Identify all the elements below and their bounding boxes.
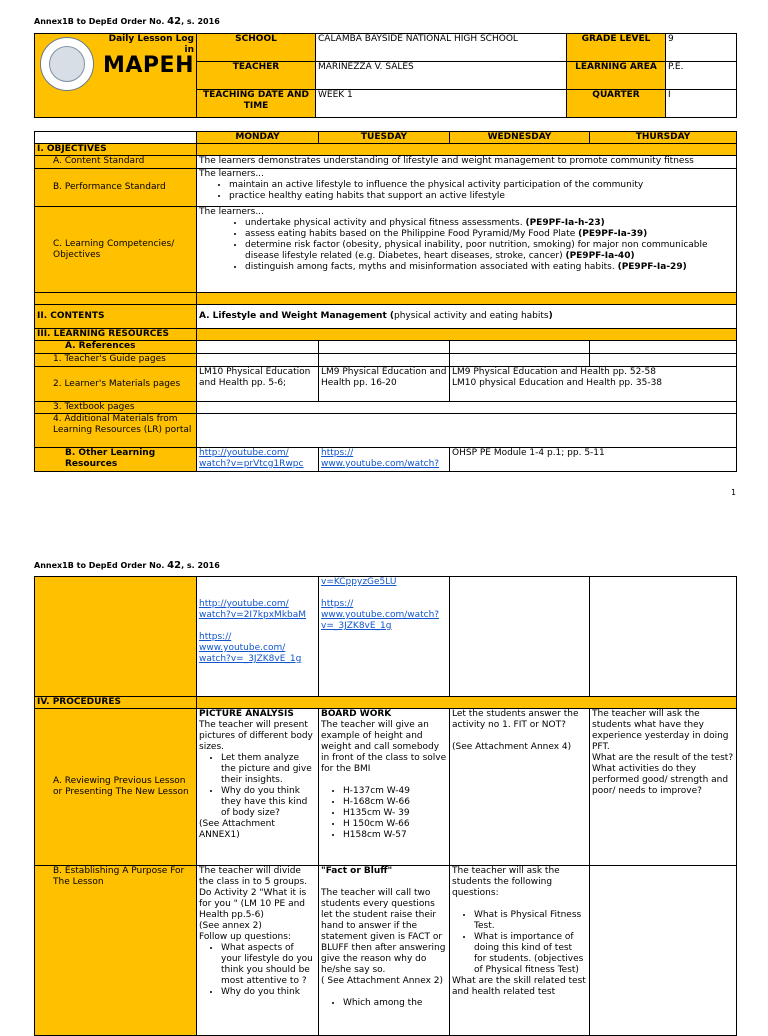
school-label: SCHOOL xyxy=(197,34,316,62)
purpose-mon xyxy=(197,866,319,1036)
annex-suffix: , s. 2016 xyxy=(181,17,220,26)
board-work-title: BOARD WORK xyxy=(321,709,392,719)
contents-subtitle: physical activity and eating habits xyxy=(394,311,549,321)
teacher-value: MARINEZZA V. SALES xyxy=(316,62,567,90)
annex-suffix: , s. 2016 xyxy=(181,561,220,570)
list-item: • H158cm W-57 xyxy=(343,830,447,841)
references-tue xyxy=(319,341,450,354)
purpose-thu xyxy=(590,866,737,1036)
resources-heading: III. LEARNING RESOURCES xyxy=(35,329,197,341)
list-item: • H-168cm W-66 xyxy=(343,797,447,808)
picture-analysis-intro: The teacher will present pictures of different body sizes. xyxy=(199,720,313,752)
day-header-thursday: THURSDAY xyxy=(590,132,737,144)
youtube-link[interactable]: https:// www.youtube.com/ watch?v=_3JZK8vE_1g xyxy=(199,632,302,664)
spacer-label xyxy=(35,293,197,305)
day-header-wednesday: WEDNESDAY xyxy=(450,132,590,144)
competency-item xyxy=(245,218,734,229)
other-resources-label: B. Other Learning Resources xyxy=(35,448,197,472)
contents-close: ) xyxy=(548,311,553,321)
reviewing-wed xyxy=(450,709,590,866)
lm-mon: LM10 Physical Education and Health pp. 5-6; xyxy=(197,367,319,402)
contents-title: A. Lifestyle and Weight Management ( xyxy=(199,311,395,321)
competency-code: (PE9PF-Ia-h-23) xyxy=(525,218,605,228)
performance-item: • practice healthy eating habits that support an active lifestyle xyxy=(229,191,734,202)
teachers-guide-label: 1. Teacher's Guide pages xyxy=(35,354,197,367)
competencies-label: C. Learning Competencies/ Objectives xyxy=(35,207,197,293)
reviewing-lesson-label: A. Reviewing Previous Lesson or Presenting The New Lesson xyxy=(35,709,197,866)
performance-item: • maintain an active lifestyle to influence the physical activity participation of the community xyxy=(229,180,734,191)
list-item: • What aspects of your lifestyle do you think you should be most attentive to ? xyxy=(221,943,316,987)
reviewing-mon xyxy=(197,709,319,866)
grade-value: 9 xyxy=(666,34,737,62)
tg-thu xyxy=(590,354,737,367)
reviewing-tue xyxy=(319,709,450,866)
competency-code: (PE9PF-Ia-39) xyxy=(578,229,648,239)
establishing-purpose-label: B. Establishing A Purpose For The Lesson xyxy=(35,866,197,1036)
references-thu xyxy=(590,341,737,354)
attachment-note: (See Attachment Annex 4) xyxy=(452,742,572,752)
lr-portal-cell xyxy=(197,414,737,448)
objectives-heading: I. OBJECTIVES xyxy=(35,144,197,156)
deped-seal-icon xyxy=(40,37,94,91)
list-item: • Let them analyze the picture and give their insights. xyxy=(221,753,316,786)
board-work-intro: The teacher will give an example of height and weight and call somebody in front of the class to solve for the BMI xyxy=(321,720,447,774)
page-number: 1 xyxy=(731,488,737,497)
purpose-tue xyxy=(319,866,450,1036)
dll-title: Daily Lesson Log in xyxy=(108,34,194,55)
competency-item xyxy=(245,240,734,262)
date-label: TEACHING DATE AND TIME xyxy=(197,90,316,118)
youtube-link[interactable]: https:// www.youtube.com/watch? v=_3JZK8vE_1g xyxy=(321,599,440,631)
references-label: A. References xyxy=(35,341,197,354)
lm-tue: LM9 Physical Education and Health pp. 16-20 xyxy=(319,367,450,402)
competency-code: (PE9PF-Ia-29) xyxy=(617,262,687,272)
other-mon[interactable] xyxy=(197,448,319,472)
list-item: • Why do you think xyxy=(221,987,316,998)
header-table xyxy=(34,33,737,118)
corner-cell xyxy=(35,132,197,144)
lm-wed: LM9 Physical Education and Health pp. 52-58 LM10 physical Education and Health pp. 35-38 xyxy=(450,367,737,402)
youtube-link[interactable]: http://youtube.com/ watch?v=prVtcg1Rwpc xyxy=(199,448,304,469)
tg-mon xyxy=(197,354,319,367)
contents-heading: II. CONTENTS xyxy=(35,305,197,329)
competencies-cell xyxy=(197,207,737,293)
other-tue[interactable] xyxy=(319,448,450,472)
competency-text: determine risk factor (obesity, physical inability, poor nutrition, smoking) for major non communicable disease lifestyle related (e.g. Diabetes, heart diseases, stroke, cancer) xyxy=(245,240,708,261)
annex-prefix: Annex1B to DepEd Order No. xyxy=(34,17,165,26)
annex-number: 42 xyxy=(167,16,182,27)
textbook-label: 3. Textbook pages xyxy=(35,402,197,414)
youtube-link[interactable]: https:// www.youtube.com/watch? xyxy=(321,448,440,469)
youtube-link-continued[interactable]: v=KCppyzGe5LU xyxy=(321,577,397,587)
resources-heading-fill xyxy=(197,329,737,341)
dll-logo-cell xyxy=(35,34,197,118)
youtube-link[interactable]: http://youtube.com/ watch?v=2I7kpxMkbaM xyxy=(199,599,307,620)
resources-cont-label xyxy=(35,577,197,697)
resources-cont-tue[interactable] xyxy=(319,577,450,697)
fact-or-bluff-title: "Fact or Bluff" xyxy=(321,866,393,876)
objectives-heading-fill xyxy=(197,144,737,156)
spacer-fill xyxy=(197,293,737,305)
quarter-label: QUARTER xyxy=(567,90,666,118)
performance-intro: The learners... xyxy=(199,169,264,179)
learners-materials-label: 2. Learner's Materials pages xyxy=(35,367,197,402)
annex-prefix: Annex1B to DepEd Order No. xyxy=(34,561,165,570)
contents-cell xyxy=(197,305,737,329)
quarter-value: I xyxy=(666,90,737,118)
area-value: P.E. xyxy=(666,62,737,90)
other-wed: OHSP PE Module 1-4 p.1; pp. 5-11 xyxy=(450,448,737,472)
purpose-wed-tail: What are the skill related test and health related test xyxy=(452,976,586,997)
purpose-wed-intro: The teacher will ask the students the following questions: xyxy=(452,866,560,898)
picture-analysis-title: PICTURE ANALYSIS xyxy=(199,709,294,719)
resources-cont-wed xyxy=(450,577,590,697)
subject-title: MAPEH xyxy=(103,53,194,78)
resources-cont-mon[interactable] xyxy=(197,577,319,697)
competency-item xyxy=(245,262,734,273)
textbook-cell xyxy=(197,402,737,414)
list-item: • Why do you think they have this kind of body size? xyxy=(221,786,316,819)
day-header-monday: MONDAY xyxy=(197,132,319,144)
competencies-intro: The learners... xyxy=(199,207,264,217)
list-item: • Which among the xyxy=(343,998,447,1009)
grade-label: GRADE LEVEL xyxy=(567,34,666,62)
annex-number: 42 xyxy=(167,560,182,571)
procedures-heading: IV. PROCEDURES xyxy=(35,697,197,709)
references-wed xyxy=(450,341,590,354)
lesson-table-page2 xyxy=(34,576,737,1036)
lesson-table-page1 xyxy=(34,131,737,472)
procedures-heading-fill xyxy=(197,697,737,709)
purpose-wed xyxy=(450,866,590,1036)
reviewing-thu: The teacher will ask the students what have they experience yesterday in doing PFT. What are the result of the test? What activities do they performed good/ strength and poor/ needs to improve? xyxy=(590,709,737,866)
tg-tue xyxy=(319,354,450,367)
attachment-note: (See Attachment ANNEX1) xyxy=(199,819,275,840)
list-item: • H-137cm W-49 xyxy=(343,786,447,797)
performance-standard-label: B. Performance Standard xyxy=(35,169,197,207)
tg-wed xyxy=(450,354,590,367)
content-standard-label: A. Content Standard xyxy=(35,156,197,169)
annex-note xyxy=(34,16,220,27)
competency-text: distinguish among facts, myths and misinformation associated with eating habits. xyxy=(245,262,618,272)
fact-or-bluff-text: The teacher will call two students every questions let the student raise their hand to answer if the statement given is FACT or BLUFF then after answering give the reason why do he/she say so. ( See Attachment Annex 2) xyxy=(321,888,446,986)
content-standard-text: The learners demonstrates understanding of lifestyle and weight management to promote community fitness xyxy=(197,156,737,169)
competency-code: (PE9PF-Ia-40) xyxy=(565,251,635,261)
annex-note-page2 xyxy=(34,560,220,571)
list-item: • H135cm W- 39 xyxy=(343,808,447,819)
lr-portal-label: 4. Additional Materials from Learning Resources (LR) portal xyxy=(35,414,197,448)
list-item: • What is Physical Fitness Test. xyxy=(474,910,587,932)
competency-item xyxy=(245,229,734,240)
resources-cont-thu xyxy=(590,577,737,697)
performance-standard-cell xyxy=(197,169,737,207)
fit-or-not-text: Let the students answer the activity no 1. FIT or NOT? xyxy=(452,709,579,730)
competency-text: undertake physical activity and physical fitness assessments. xyxy=(245,218,526,228)
list-item: • What is importance of doing this kind of test for students. (objectives of Physical fitness Test) xyxy=(474,932,587,976)
list-item: • H 150cm W-66 xyxy=(343,819,447,830)
school-value: CALAMBA BAYSIDE NATIONAL HIGH SCHOOL xyxy=(316,34,567,62)
references-mon xyxy=(197,341,319,354)
date-value: WEEK 1 xyxy=(316,90,567,118)
competency-text: assess eating habits based on the Philippine Food Pyramid/My Food Plate xyxy=(245,229,579,239)
area-label: LEARNING AREA xyxy=(567,62,666,90)
purpose-mon-text: The teacher will divide the class in to 5 groups. Do Activity 2 "What it is for you " (LM 10 PE and Health pp.5-6) (See annex 2) Follow up questions: xyxy=(199,866,308,942)
teacher-label: TEACHER xyxy=(197,62,316,90)
day-header-tuesday: TUESDAY xyxy=(319,132,450,144)
